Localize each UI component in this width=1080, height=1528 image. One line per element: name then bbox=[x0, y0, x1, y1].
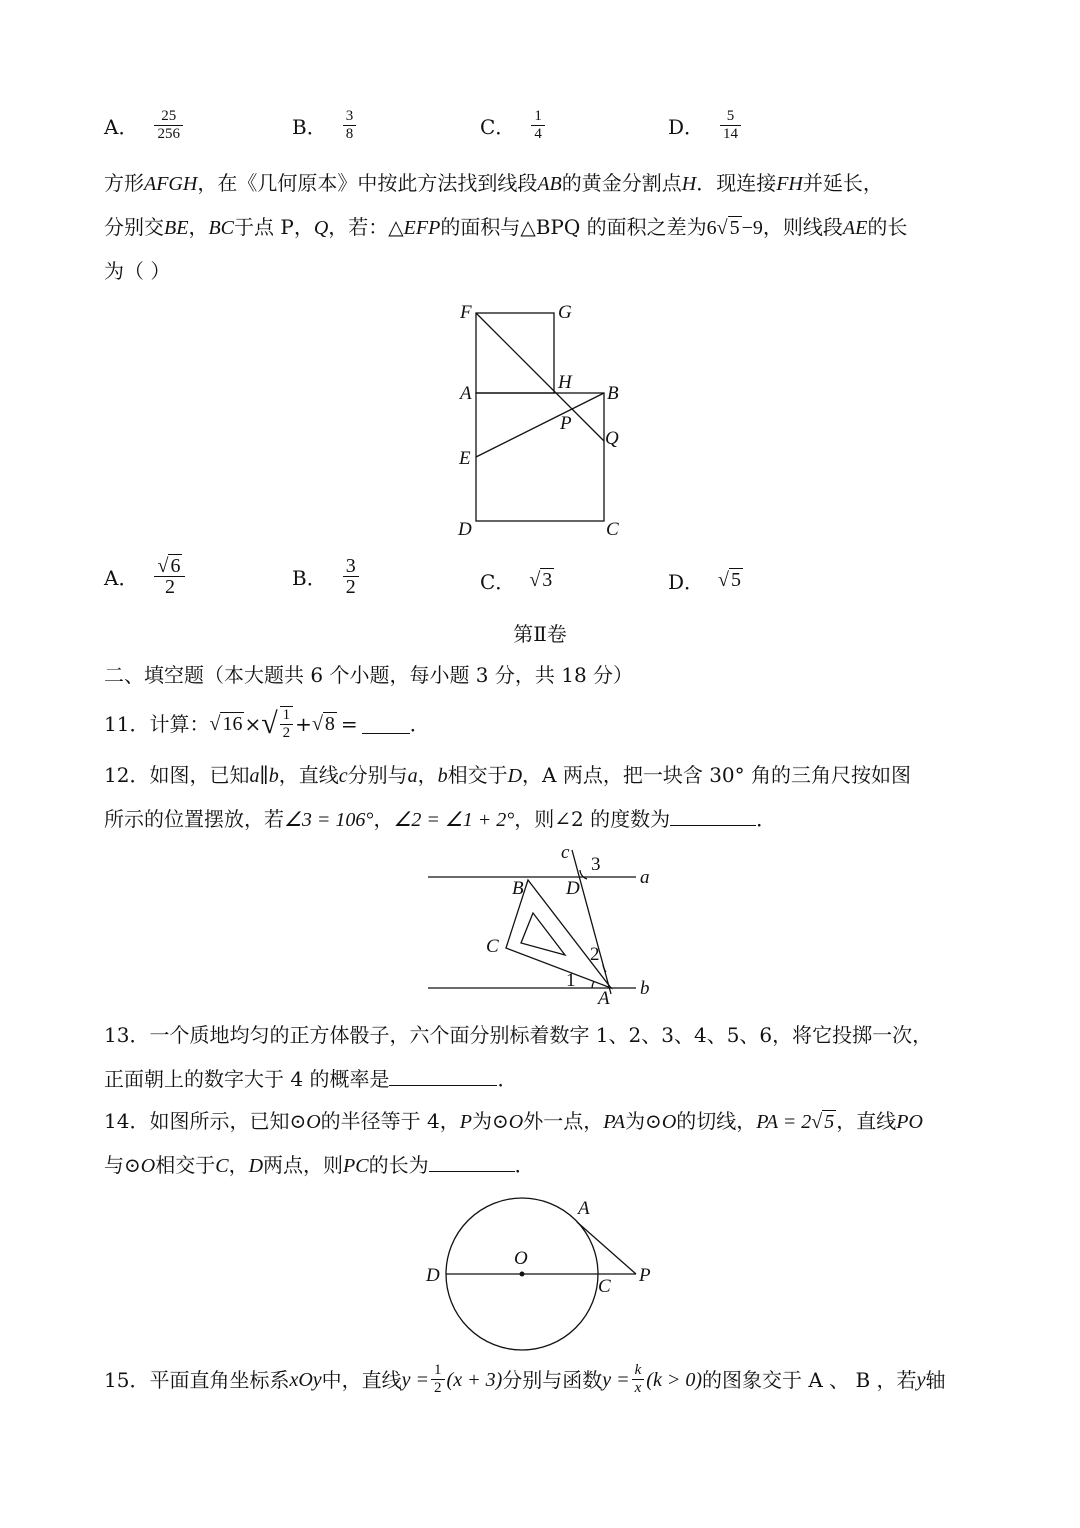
label-o: O bbox=[514, 1248, 528, 1269]
q10-line-1: 方形AFGH，在《几何原本》中按此方法找到线段AB的黄金分割点H．现连接FH并延长， bbox=[104, 171, 883, 195]
section-title: 第Ⅱ卷 bbox=[513, 622, 567, 646]
q12-answer-blank bbox=[670, 807, 756, 826]
angle-3-arc bbox=[580, 870, 587, 879]
q14-answer-blank bbox=[429, 1153, 515, 1172]
label-a-line: a bbox=[640, 867, 650, 888]
label-angle-1: 1 bbox=[566, 970, 576, 991]
q10-option-c: C． √ 3 bbox=[480, 569, 553, 594]
label-a-point: A bbox=[598, 988, 610, 1009]
label-a: A bbox=[460, 383, 472, 404]
q10-line-2: 分别交BE，BC于点 P，Q，若：△EFP的面积与△BPQ 的面积之差为6√ 5 −9，则线段AE的长 bbox=[104, 215, 908, 239]
q12-figure bbox=[420, 840, 670, 1010]
q11-answer-blank bbox=[362, 715, 410, 734]
q13-answer-blank bbox=[389, 1067, 497, 1086]
q14-line-2: 与⊙O相交于C，D两点，则PC的长为 ． bbox=[104, 1153, 535, 1177]
label-p: P bbox=[560, 413, 572, 434]
label-c-line: c bbox=[561, 842, 570, 863]
label-a: A bbox=[578, 1198, 590, 1219]
q10-option-d: D． √ 5 bbox=[668, 569, 742, 594]
q14-figure bbox=[420, 1192, 670, 1352]
tangent-pa bbox=[577, 1222, 636, 1274]
label-d: D bbox=[426, 1265, 440, 1286]
angle-1-arc bbox=[592, 981, 594, 988]
q10-option-b: B． $\frac{3}{2}$ bbox=[292, 556, 361, 597]
label-b-line: b bbox=[640, 978, 650, 999]
q10-expression: 6√ 5 −9 bbox=[706, 217, 763, 239]
label-q: Q bbox=[605, 428, 619, 449]
q9-option-c: C． $\frac{1}{4}$ bbox=[480, 108, 547, 143]
q13-line-2: 正面朝上的数字大于 4 的概率是 ． bbox=[104, 1067, 518, 1091]
q9-option-d: D． $\frac{5}{14}$ bbox=[668, 108, 743, 143]
line-eb bbox=[476, 393, 604, 457]
label-e: E bbox=[459, 448, 471, 469]
label-c: C bbox=[598, 1276, 611, 1297]
q12-line-2: 所示的位置摆放，若∠3 = 106°，∠2 = ∠1 + 2°，则∠2 的度数为 ． bbox=[104, 807, 777, 831]
q14-line-1: 14．如图所示，已知⊙O的半径等于 4，P为⊙O外一点，PA为⊙O的切线，PA = 2√ 5 ，直线PO bbox=[104, 1109, 923, 1133]
label-b: B bbox=[607, 383, 619, 404]
q10-figure bbox=[440, 295, 640, 545]
q9-option-b: B． $\frac{3}{8}$ bbox=[292, 108, 358, 143]
label-f: F bbox=[460, 302, 472, 323]
q13-line-1: 13．一个质地均匀的正方体骰子，六个面分别标着数字 1、2、3、4、5、6，将它投掷一次， bbox=[104, 1023, 933, 1047]
q10-line-3: 为（ ） bbox=[104, 259, 171, 283]
label-c: C bbox=[606, 519, 619, 540]
label-g: G bbox=[558, 302, 572, 323]
line-fq bbox=[476, 313, 604, 441]
label-c-point: C bbox=[486, 936, 499, 957]
q9-option-a: A． $\frac{25}{256}$ bbox=[104, 108, 185, 143]
q10-option-a: A． $\frac{√ 6}{2}$ bbox=[104, 556, 187, 597]
label-angle-2: 2 bbox=[590, 944, 600, 965]
label-d: D bbox=[458, 519, 472, 540]
q15: 15．平面直角坐标系 xOy 中，直线 y = $\frac{1}{2}$ (x + 3) 分别与函数 y = $\frac{k}{x}$ (k > 0) 的图象交于 A 、 B ，若 y 轴 bbox=[104, 1362, 946, 1396]
label-angle-3: 3 bbox=[591, 854, 601, 875]
label-h: H bbox=[558, 372, 572, 393]
center-point bbox=[520, 1272, 525, 1277]
q12-line-1: 12．如图，已知a∥b，直线c分别与a，b相交于D，A 两点，把一块含 30° 角的三角尺按如图 bbox=[104, 763, 912, 787]
q11: 11．计算： √ 16 × √ $\frac{1}{2}$ + √ 8 = ． bbox=[104, 707, 430, 741]
label-b-point: B bbox=[512, 878, 524, 899]
label-d-point: D bbox=[566, 878, 580, 899]
label-p: P bbox=[639, 1265, 651, 1286]
square-abcd bbox=[476, 393, 604, 521]
section-heading: 二、填空题（本大题共 6 个小题，每小题 3 分，共 18 分） bbox=[104, 663, 634, 687]
